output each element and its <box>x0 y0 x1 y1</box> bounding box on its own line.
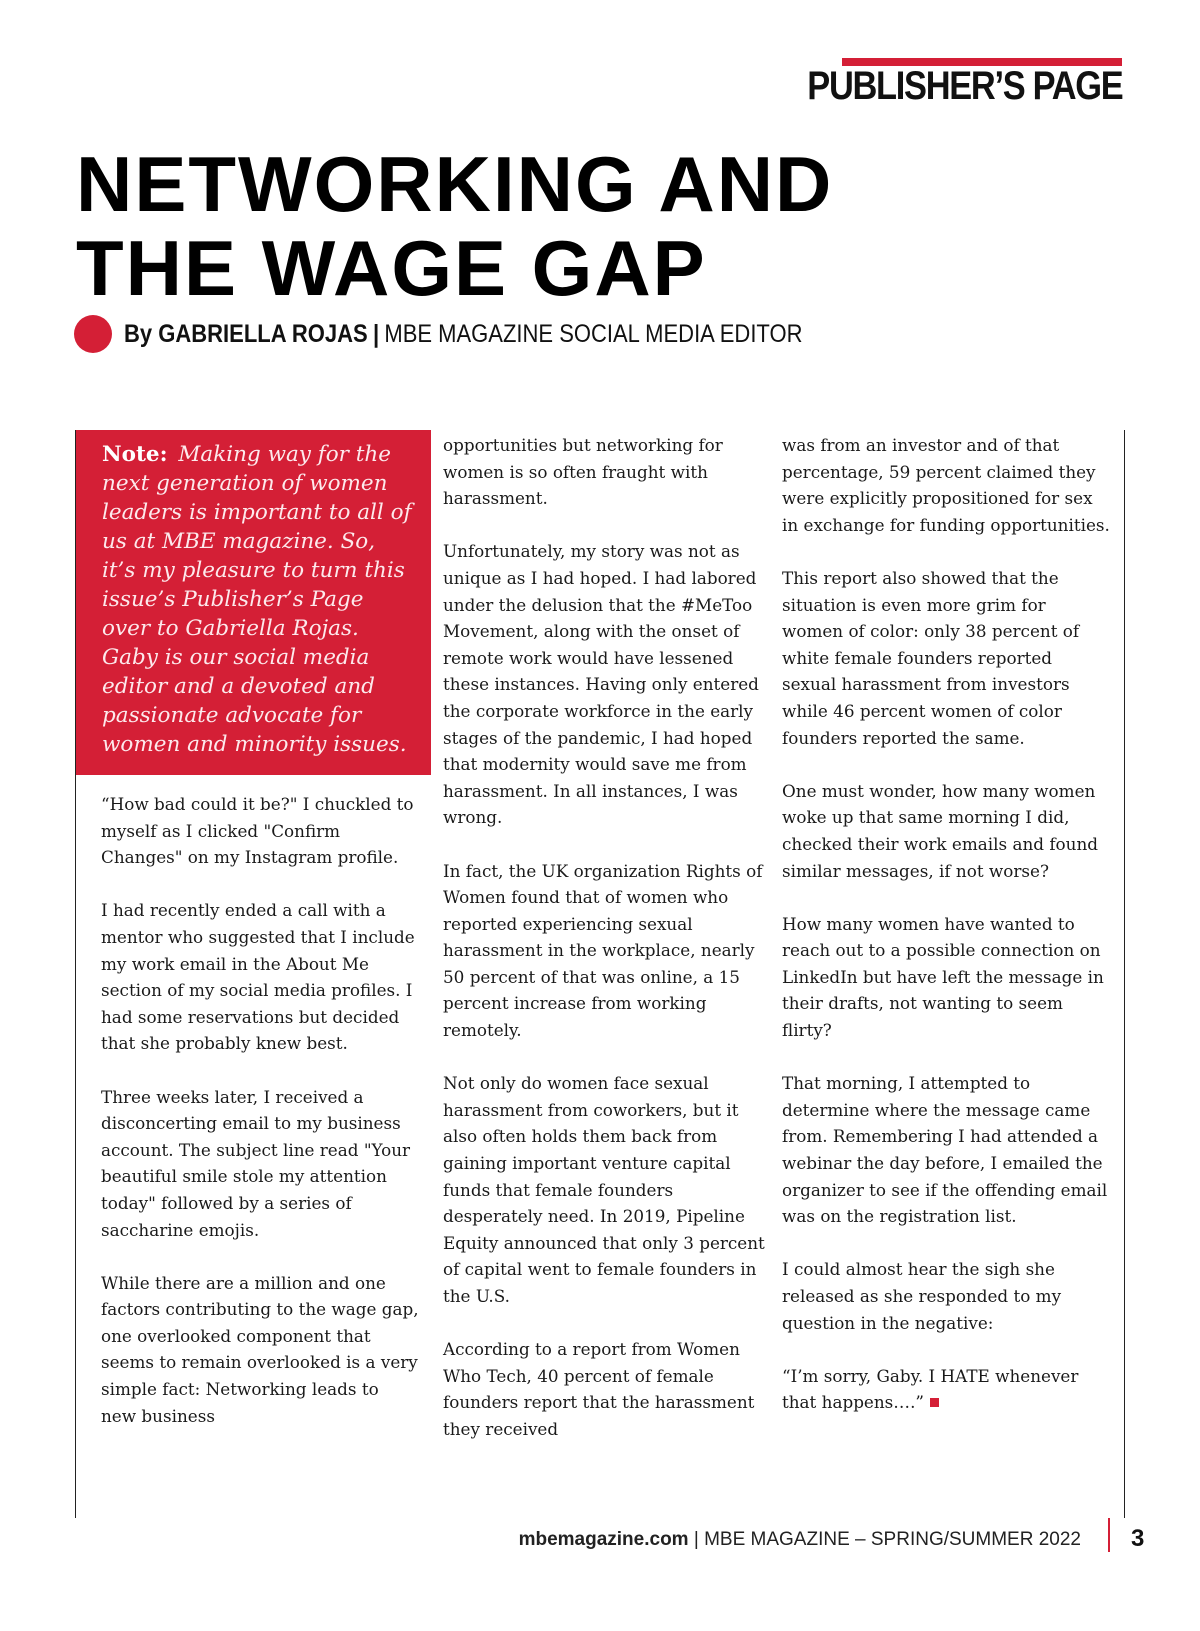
byline-separator: | <box>372 320 380 348</box>
paragraph: was from an investor and of that percentage, 59 percent claimed they were explicitly propositioned for sex in exchange for funding opportunities. <box>782 435 1110 535</box>
article-column-3 <box>782 432 1110 1443</box>
note-label: Note: <box>102 442 168 467</box>
closing-paragraph <box>782 1363 1110 1416</box>
paragraph: “How bad could it be?" I chuckled to myself as I clicked "Confirm Changes" on my Instagram profile. <box>101 794 414 868</box>
paragraph: In fact, the UK organization Rights of Women found that of women who reported experiencing sexual harassment in the workplace, nearly 50 percent of that was online, a 15 percent increase from working remotely. <box>443 860 763 1041</box>
byline-author: GABRIELLA ROJAS <box>158 320 368 348</box>
byline-prefix: By <box>124 320 153 348</box>
paragraph: Unfortunately, my story was not as unique as I had hoped. I had labored under the delusion that the #MeToo Movement, along with the onset of remote work would have lessened these instances. Having only entered the corporate workforce in the early stages of the pandemic, I had hoped that modernity would save me from harassment. In all instances, I was wrong. <box>443 541 759 828</box>
footer-issue: MBE MAGAZINE – SPRING/SUMMER 2022 <box>704 1529 1081 1550</box>
column-rule-right <box>1124 430 1125 1518</box>
paragraph: I could almost hear the sigh she released as she responded to my question in the negative: <box>782 1259 1062 1333</box>
closing-quote: “I’m sorry, Gaby. I HATE whenever that happens….” <box>782 1365 1079 1413</box>
article-headline <box>76 142 833 310</box>
paragraph: One must wonder, how many women woke up that same morning I did, checked their work emails and found similar messages, if not worse? <box>782 780 1099 881</box>
byline-dot-icon <box>74 315 112 353</box>
article-column-2 <box>443 432 771 1469</box>
footer-site: mbemagazine.com <box>518 1529 689 1550</box>
paragraph: This report also showed that the situation is even more grim for women of color: only 38 percent of white female founders reported sexual harassment from investors while 46 percent women of color founders reported the same. <box>782 567 1080 748</box>
byline-role: MBE MAGAZINE SOCIAL MEDIA EDITOR <box>384 320 803 348</box>
footer-separator: | <box>693 1529 699 1550</box>
end-mark-icon <box>930 1398 939 1407</box>
paragraph: opportunities but networking for women is so often fraught with harassment. <box>443 435 723 509</box>
headline-line-1: NETWORKING AND <box>76 140 834 228</box>
paragraph: How many women have wanted to reach out to a possible connection on LinkedIn but have left the message in their drafts, not wanting to seem flirty? <box>782 913 1104 1041</box>
article-column-1 <box>101 791 419 1456</box>
headline-line-2: THE WAGE GAP <box>76 224 707 312</box>
paragraph: I had recently ended a call with a mentor who suggested that I include my work email in the About Me section of my social media profiles. I had some reservations but decided that she probably knew best. <box>101 900 415 1054</box>
footer-accent-rule <box>1108 1518 1110 1552</box>
editor-note-box <box>76 430 431 775</box>
paragraph: While there are a million and one factors contributing to the wage gap, one overlooked component that seems to remain overlooked is a very simple fact: Networking leads to new business <box>101 1272 419 1426</box>
byline <box>124 320 802 349</box>
note-text: Making way for the next generation of women leaders is important to all of us at MBE magazine. So, it’s my pleasure to turn this issue’s Publisher’s Page over to Gabriella Rojas. Gaby is our social media editor and a devoted and passionate advocate for women and minority issues. <box>102 442 412 757</box>
section-label: PUBLISHER’S PAGE <box>806 64 1122 108</box>
paragraph: That morning, I attempted to determine where the message came from. Remembering I had attended a webinar the day before, I emailed the organizer to see if the offending email was on the registration list. <box>782 1073 1108 1227</box>
page-footer <box>519 1529 1081 1551</box>
paragraph: Three weeks later, I received a disconcerting email to my business account. The subject line read "Your beautiful smile stole my attention today" followed by a series of saccharine emojis. <box>101 1086 411 1240</box>
paragraph: Not only do women face sexual harassment from coworkers, but it also often holds them back from gaining important venture capital funds that female founders desperately need. In 2019, Pipeline Equity announced that only 3 percent of capital went to female founders in the U.S. <box>443 1073 765 1306</box>
paragraph: According to a report from Women Who Tech, 40 percent of female founders report that the harassment they received <box>443 1339 755 1439</box>
page-number: 3 <box>1131 1525 1145 1552</box>
